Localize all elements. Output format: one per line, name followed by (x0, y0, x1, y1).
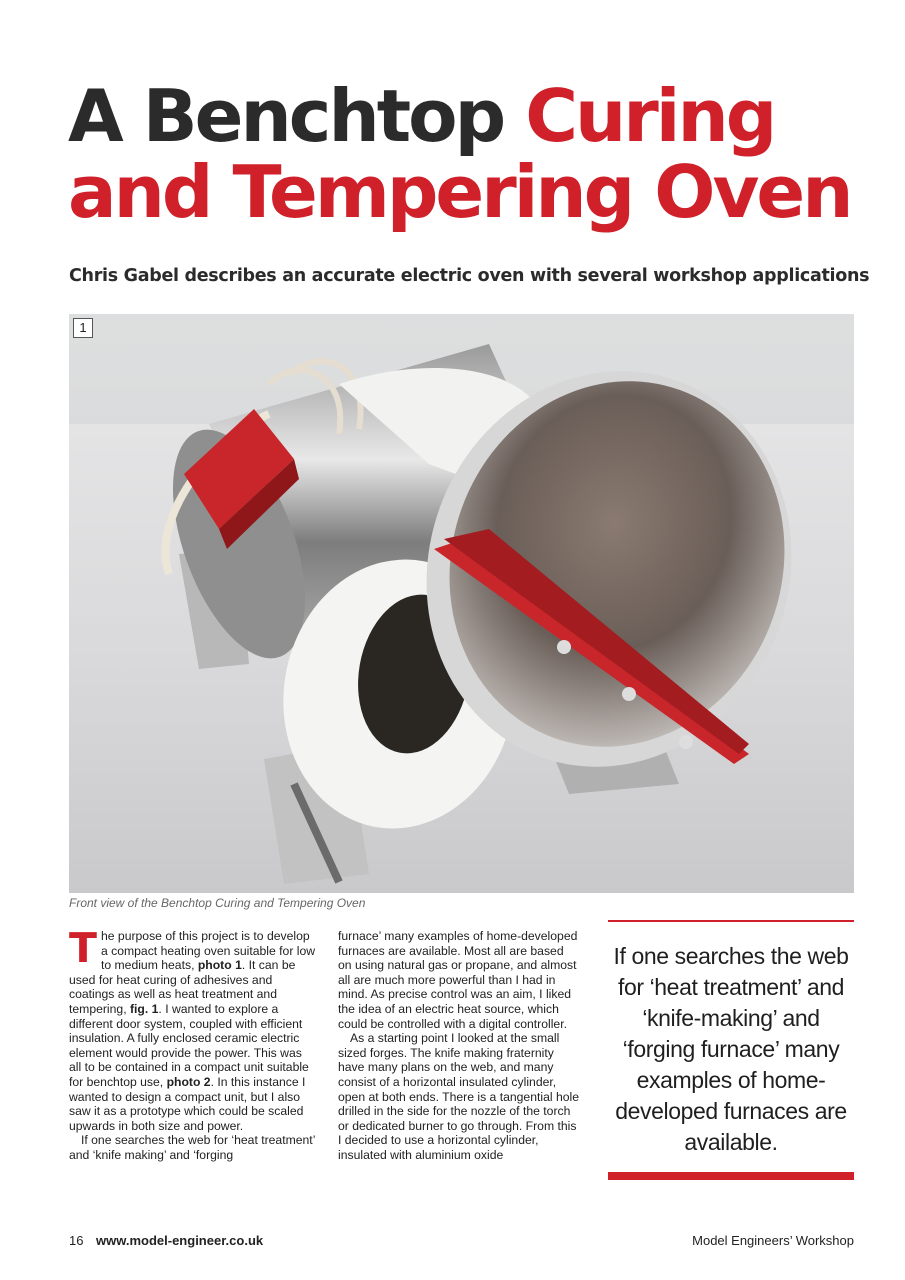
body-column-2 (338, 929, 580, 1163)
body-text: . It can be used for heat curing of adhesives and coatings as well as heat treatment and tempering, (69, 958, 296, 1016)
body-text: . I wanted to explore a different door system, coupled with efficient insulation. A fully enclosed ceramic electric element would provide the power. This was all to be contained in a compact unit suitable for benchtop use, (69, 1001, 309, 1089)
body-paragraph: furnace’ many examples of home-developed furnaces are available. Most all are based on using natural gas or propane, and almost all are much more powerful than I had in mind. As precise control was an aim, I liked the idea of an electric heat source, which could be controlled with a digital controller. (338, 929, 578, 1031)
title-part-dark: A Benchtop (68, 74, 526, 158)
magazine-name: Model Engineers’ Workshop (692, 1233, 854, 1248)
body-column-1 (69, 924, 317, 1163)
title-part-red: Curing (525, 74, 775, 158)
body-text: he purpose of this project is to develop a compact heating oven suitable for low to medium heats, (100, 929, 316, 973)
pullquote-top-rule (608, 920, 854, 922)
page-number: 16 (69, 1233, 84, 1248)
pullquote-bottom-rule (608, 1172, 854, 1180)
pullquote: If one searches the web for ‘heat treatment’ and ‘knife-making’ and ‘forging furnace’ many examples of home-developed furnaces are available. (613, 943, 849, 1155)
website-link[interactable]: www.model-engineer.co.uk (96, 1233, 264, 1248)
figure-reference: fig. 1 (129, 1001, 159, 1016)
photo-caption: Front view of the Benchtop Curing and Tempering Oven (69, 896, 366, 910)
body-text: . In this instance I wanted to design a compact unit, but I also saw it as a prototype which could be scaled upwards in both size and power. (69, 1074, 306, 1133)
drop-cap: T (69, 924, 97, 972)
figure-reference: photo 2 (166, 1074, 211, 1089)
body-paragraph: As a starting point I looked at the small sized forges. The knife making fraternity have many plans on the web, and many consist of a horizontal insulated cylinder, open at both ends. There is a tangential hole drilled in the side for the nozzle of the torch or dedicated burner to go through. From this I decided to use a horizontal cylinder, insulated with aluminium oxide (338, 1031, 579, 1162)
photo-number-label: 1 (73, 318, 93, 338)
figure-reference: photo 1 (197, 958, 242, 973)
title-part-red-line2: and Tempering Oven (68, 150, 851, 234)
oven-photo (69, 314, 854, 893)
article-subtitle: Chris Gabel describes an accurate electric oven with several workshop applications (69, 266, 870, 286)
article-title (68, 74, 868, 234)
body-paragraph: If one searches the web for ‘heat treatment’ and ‘knife making’ and ‘forging (69, 1133, 315, 1162)
body-paragraph (69, 924, 317, 1133)
